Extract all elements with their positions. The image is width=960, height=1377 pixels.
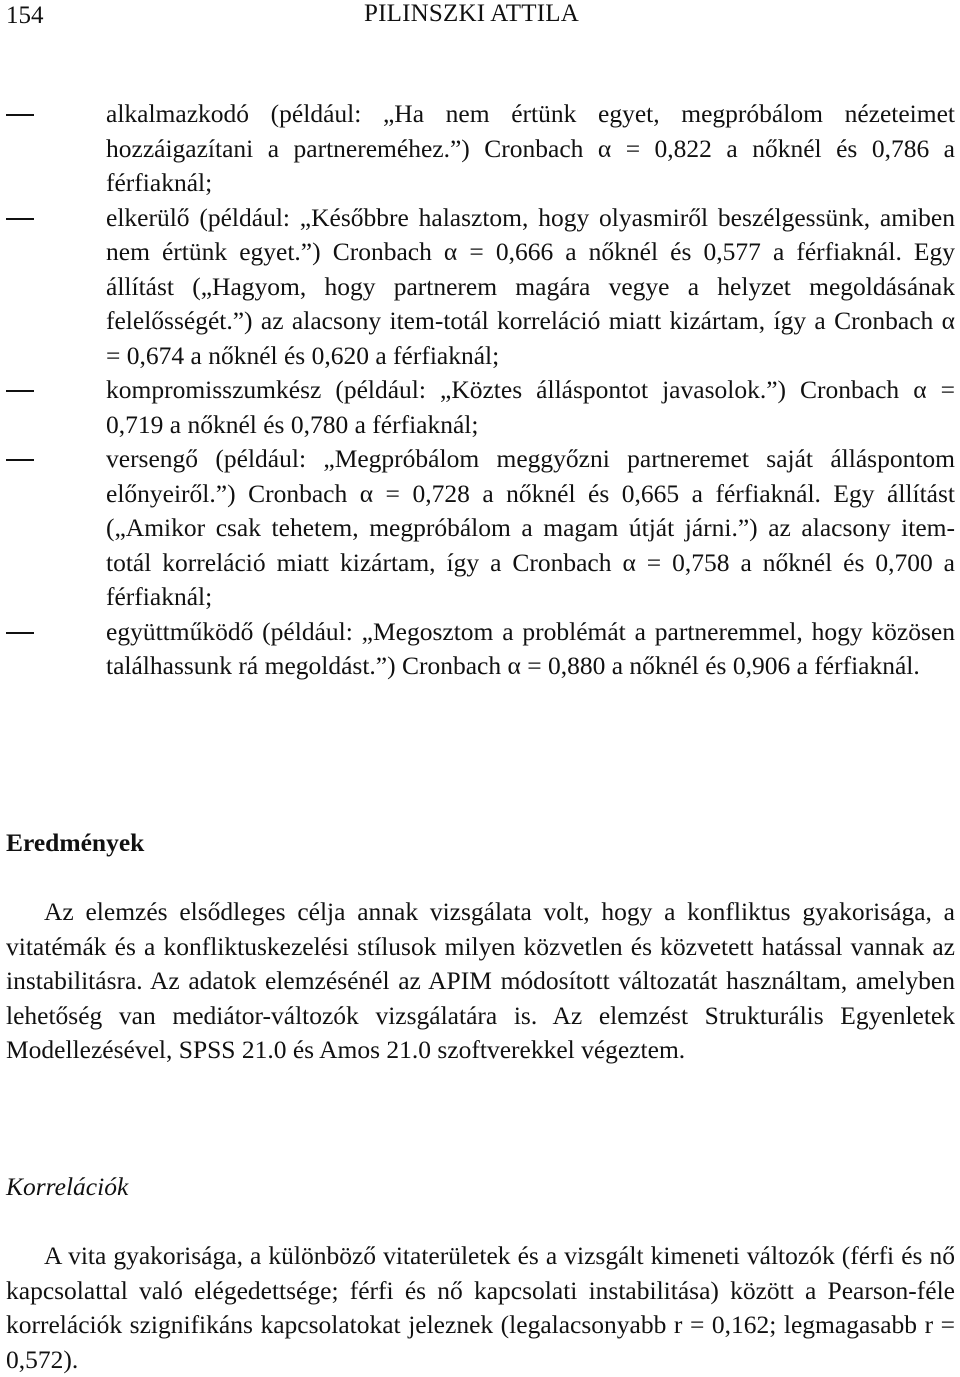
running-head: PILINSZKI ATTILA	[364, 0, 579, 27]
list-item	[6, 442, 955, 615]
list-item	[6, 97, 955, 201]
list-item	[6, 373, 955, 442]
list-item-text: kompromisszumkész (például: „Köztes álláspontot javasolok.”) Cronbach α = 0,719 a nőknél és 0,780 a férfiaknál;	[106, 375, 955, 439]
page-header	[6, 0, 954, 32]
list-item-text: versengő (például: „Megpróbálom meggyőzni partneremet saját álláspontom előnyeiről.”) Cronbach α = 0,728 a nőknél és 0,665 a férfiaknál. Egy állítást („Amikor csak tehetem, megpróbálom a magam útját járni.”) az alacsony item-totál korreláció miatt kizártam, így a Cronbach α = 0,758 a nőknél és 0,700 a férfiaknál;	[106, 444, 955, 611]
conflict-style-list	[6, 97, 955, 684]
list-item-text: elkerülő (például: „Későbbre halasztom, hogy olyasmiről beszélgessünk, amiben nem értünk egyet.”) Cronbach α = 0,666 a nőknél és 0,577 a férfiaknál. Egy állítást („Hagyom, hogy partnerem magára vegye a helyzet megoldásának felelősségét.”) az alacsony item-totál korreláció miatt kizártam, így a Cronbach α = 0,674 a nőknél és 0,620 a férfiaknál;	[106, 202, 955, 370]
list-item	[6, 201, 955, 374]
section-heading: Eredmények	[6, 828, 145, 857]
list-item-text: együttműködő (például: „Megosztom a problémát a partneremmel, hogy közösen találhassunk rá megoldást.”) Cronbach α = 0,880 a nőknél és 0,906 a férfiaknál.	[106, 616, 955, 680]
list-item-text: alkalmazkodó (például: „Ha nem értünk egyet, megpróbálom nézeteimet hozzáigazítani a partnereméhez.”) Cronbach α = 0,822 a nőknél és 0,786 a férfiaknál;	[106, 99, 955, 197]
list-item	[6, 615, 955, 684]
subsection-paragraph: A vita gyakorisága, a különböző vitaterületek és a vizsgált kimeneti változók (férfi és nő kapcsolattal való elégedettsége; férfi és nő kapcsolati instabilitása) között a Pearson-féle korrelációk szignifikáns kapcsolatokat jeleznek (legalacsonyabb r = 0,162; legmagasabb r = 0,572).	[6, 1241, 955, 1374]
page-number: 154	[6, 2, 44, 29]
subsection-heading: Korrelációk	[6, 1172, 129, 1201]
section-paragraph: Az elemzés elsődleges célja annak vizsgálata volt, hogy a konfliktus gyakorisága, a vitatémák és a konfliktuskezelési stílusok milyen közvetlen és közvetett hatással vannak az instabilitásra. Az adatok elemzésénél az APIM módosított változatát használtam, amelyben lehetőség van mediátor-változók vizsgálatára is. Az elemzést Strukturális Egyenletek Modellezésével, SPSS 21.0 és Amos 21.0 szoftverekkel végeztem.	[6, 897, 955, 1064]
